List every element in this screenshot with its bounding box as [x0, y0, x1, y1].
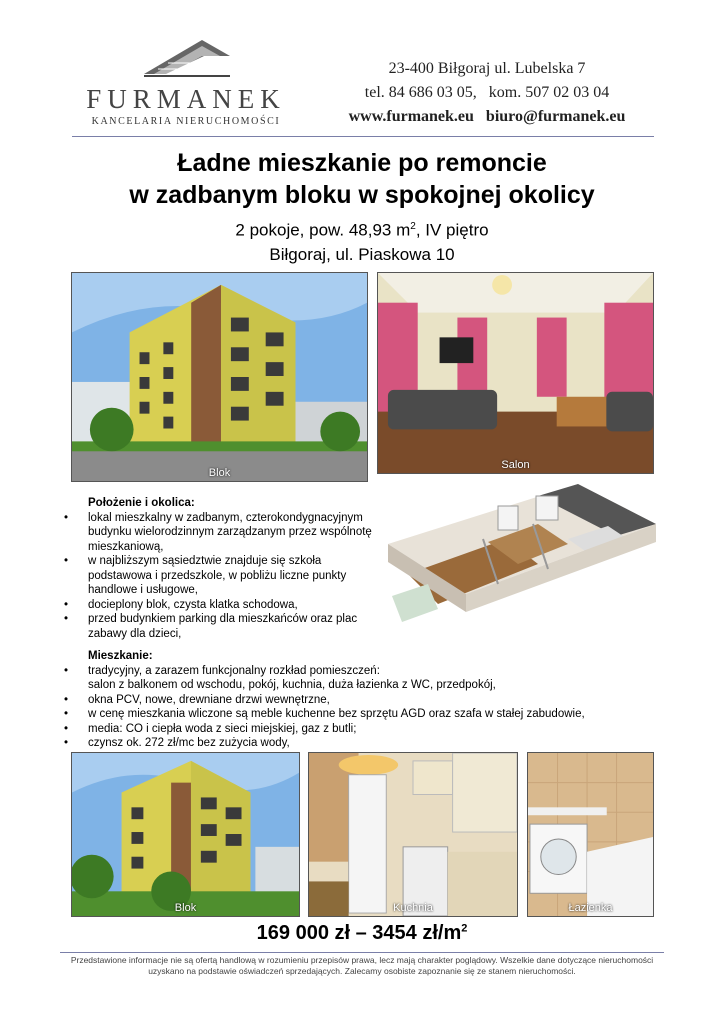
phones: tel. 84 686 03 05, kom. 507 02 03 04	[364, 84, 610, 101]
disclaimer	[60, 955, 664, 976]
photo-living-room	[377, 272, 654, 474]
list-item: • czynsz ok. 272 zł/mc bez zużycia wody,	[62, 736, 592, 751]
title-line-1: Ładne mieszkanie po remoncie	[177, 149, 547, 177]
list-item: • docieplony blok, czysta klatka schodowa,	[62, 598, 384, 613]
list-item: • tradycyjny, a zarazem funkcjonalny rozkład pomieszczeń:	[62, 664, 592, 679]
header-divider	[72, 136, 654, 137]
photo-bathroom	[527, 752, 654, 917]
location-list	[62, 511, 384, 642]
list-item: • przed budynkiem parking dla mieszkańców oraz plac zabawy dla dzieci,	[62, 612, 384, 641]
details-line: 2 pokoje, pow. 48,93 $m^2$, IV piętro	[235, 220, 489, 240]
disclaimer-line-1: Przedstawione informacje nie są ofertą handlową w rozumieniu przepisów prawa, lecz mają charakter poglądowy. Wszelkie dane dotyczące nieruchomości	[70, 955, 654, 965]
list-item: • okna PCV, nowe, drewniane drzwi wewnętrzne,	[62, 693, 592, 708]
photo-building-2	[71, 752, 300, 917]
price: 169 000 zł – 3454 $zł/m^2$	[256, 922, 468, 944]
flat-list	[62, 664, 592, 751]
disclaimer-line-2: uzyskano na podstawie oświadczeń sprzedających. Zalecamy osobiste zapoznanie się ze stanem nieruchomości.	[148, 965, 576, 976]
list-item: • w cenę mieszkania wliczone są meble kuchenne bez sprzętu AGD oraz szafa w stałej zabudowie,	[62, 707, 592, 722]
roof-logo-icon	[144, 36, 230, 78]
caption-building-2: Blok	[174, 902, 197, 914]
list-item-continuation: salon z balkonem od wschodu, pokój, kuchnia, duża łazienka z WC, przedpokój,	[88, 679, 496, 691]
list-item: • media: CO i ciepła woda z sieci miejskiej, gaz z butli;	[62, 722, 592, 737]
location-heading: Położenie i okolica:	[88, 497, 195, 509]
brand-subtitle: KANCELARIA NIERUCHOMOŚCI	[91, 116, 281, 127]
caption-building-1: Blok	[208, 467, 231, 479]
location-line: Biłgoraj, ul. Piaskowa 10	[269, 244, 455, 264]
flat-heading: Mieszkanie:	[88, 650, 153, 662]
photo-kitchen	[308, 752, 518, 917]
list-item: • lokal mieszkalny w zadbanym, czterokondygnacyjnym budynku wielorodzinnym zarządzanym przez wspólnotę mieszkaniową,	[62, 511, 384, 555]
photo-building-1	[71, 272, 368, 482]
listing-details	[40, 215, 684, 267]
footer-divider	[60, 952, 664, 953]
listing-title	[40, 147, 684, 211]
floor-plan-3d	[388, 484, 656, 640]
address: 23-400 Biłgoraj ul. Lubelska 7	[388, 60, 586, 77]
list-item: • w najbliższym sąsiedztwie znajduje się szkoła podstawowa i przedszkole, w pobliżu liczne punkty handlowe i usługowe,	[62, 554, 384, 598]
contact-block	[322, 57, 652, 129]
company-logo	[72, 36, 300, 132]
web-email[interactable]: www.furmanek.eu biuro@furmanek.eu	[348, 108, 626, 125]
caption-living-room: Salon	[501, 459, 530, 471]
brand-name: FURMANEK	[86, 84, 286, 114]
caption-kitchen: Kuchnia	[393, 902, 433, 914]
caption-bathroom: Łazienka	[568, 902, 613, 914]
title-line-2: w zadbanym bloku w spokojnej okolicy	[129, 181, 595, 209]
